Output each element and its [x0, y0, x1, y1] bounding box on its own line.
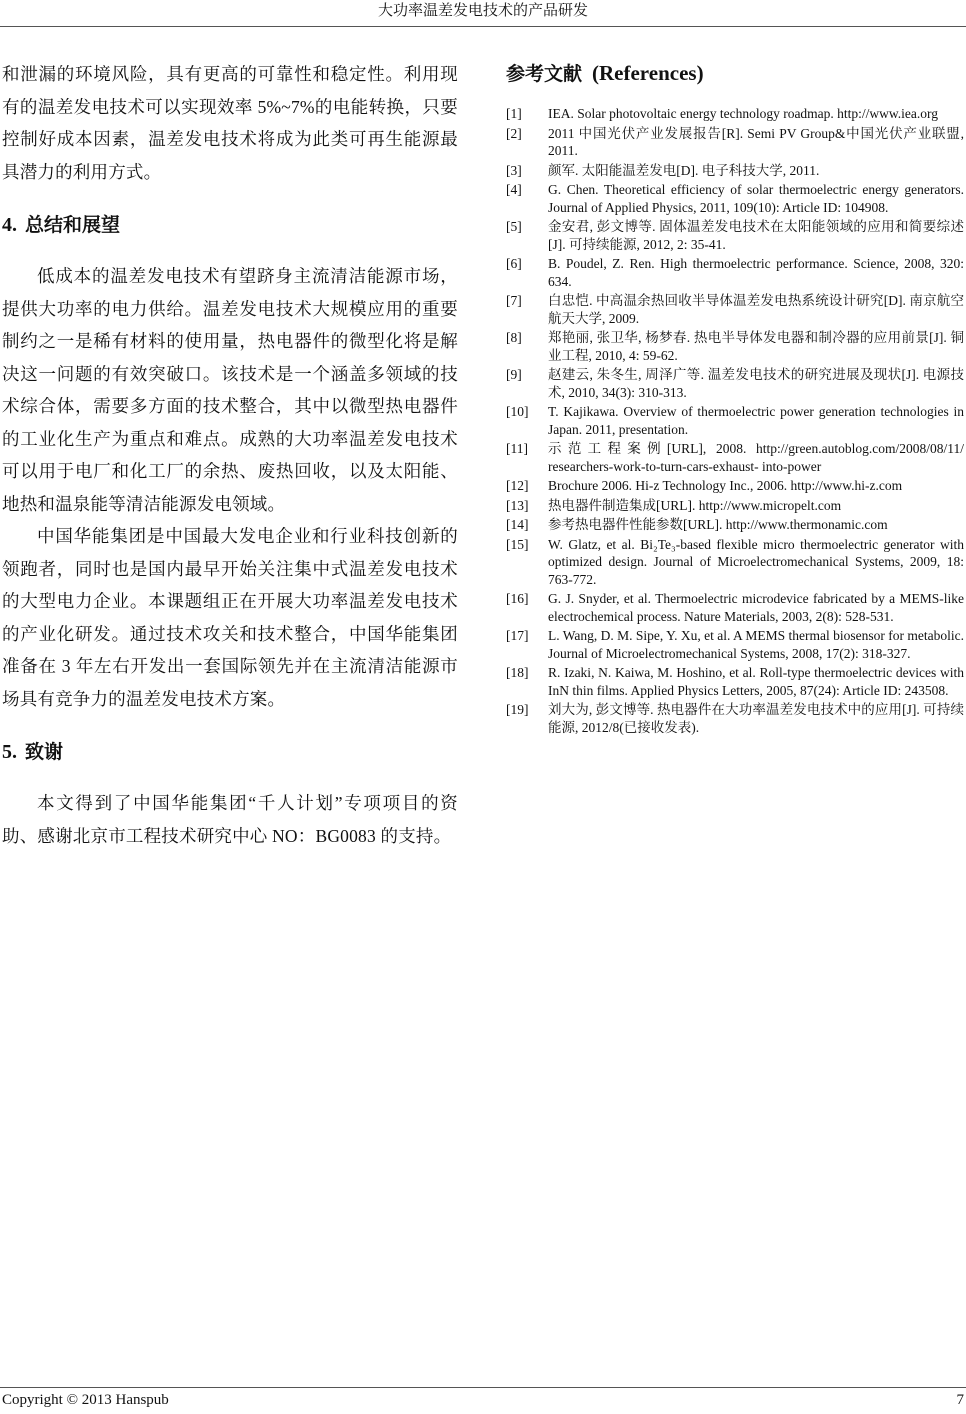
reference-text: 示范工程案例[URL], 2008. http://green.autoblog.com/2008/08/11/ researchers-work-to-turn-cars-exhaust- into-power: [548, 441, 964, 474]
section-5-heading: [2, 739, 458, 765]
reference-text: G. Chen. Theoretical efficiency of solar thermoelectric energy generators. Journal of Applied Physics, 2011, 109(10): Article ID: 104908.: [548, 182, 964, 215]
reference-text: 白忠恺. 中高温余热回收半导体温差发电热系统设计研究[D]. 南京航空航天大学, 2009.: [548, 293, 964, 326]
copyright-text: Copyright © 2013 Hanspub: [2, 1392, 169, 1408]
reference-text: G. J. Snyder, et al. Thermoelectric microdevice fabricated by a MEMS-like electrochemical process. Nature Materials, 2003, 2(8): 528-531.: [548, 591, 964, 624]
reference-text: 金安君, 彭文博等. 固体温差发电技术在太阳能领域的应用和简要综述[J]. 可持续能源, 2012, 2: 35-41.: [548, 219, 964, 252]
reference-number: [17]: [506, 628, 529, 643]
reference-item: [506, 497, 964, 515]
reference-number: [7]: [506, 293, 522, 308]
section-4-number: 4.: [2, 214, 17, 236]
reference-number: [13]: [506, 497, 529, 513]
reference-item: [506, 125, 964, 160]
references-title-cn: 参考文献: [506, 63, 583, 85]
reference-item: [506, 440, 964, 475]
reference-item: [506, 477, 964, 495]
reference-text: L. Wang, D. M. Sipe, Y. Xu, et al. A MEMS thermal biosensor for metabolic. Journal of Microelectromechanical Systems, 2008, 17(2): 318-327.: [548, 628, 964, 661]
intro-paragraph: 和泄漏的环境风险，具有更高的可靠性和稳定性。利用现有的温差发电技术可以实现效率 5%~7%的电能转换，只要控制好成本因素，温差发电技术将成为此类可再生能源最具潜力的利用方式。: [2, 64, 458, 182]
reference-item: [506, 664, 964, 699]
reference-text: W. Glatz, et al. Bi₂Te₃-based flexible micro thermoelectric generator with optimized design. Journal of Microelectromechanical Systems, 2009, 18: 763-772.: [548, 536, 964, 587]
reference-text: R. Izaki, N. Kaiwa, M. Hoshino, et al. Roll-type thermoelectric devices with InN thin films. Applied Physics Letters, 2005, 87(24): Article ID: 243508.: [548, 665, 964, 698]
section-5-title: 致谢: [25, 741, 64, 763]
reference-item: [506, 627, 964, 662]
section-5-number: 5.: [2, 741, 17, 763]
reference-item: [506, 590, 964, 625]
right-column: [506, 58, 964, 738]
reference-item: [506, 181, 964, 216]
reference-text: 刘大为, 彭文博等. 热电器件在大功率温差发电技术中的应用[J]. 可持续能源, 2012/8(已接收发表).: [548, 702, 964, 735]
reference-number: [18]: [506, 665, 529, 680]
reference-number: [19]: [506, 702, 529, 717]
reference-item: [506, 329, 964, 364]
reference-item: [506, 218, 964, 253]
reference-item: [506, 366, 964, 401]
reference-number: [4]: [506, 182, 522, 197]
reference-item: [506, 536, 964, 589]
section-4-paragraph: 低成本的温差发电技术有望跻身主流清洁能源市场，提供大功率的电力供给。温差发电技术大规模应用的重要制约之一是稀有材料的使用量，热电器件的微型化将是解决这一问题的有效突破口。该技术是一个涵盖多领域的技术综合体，需要多方面的技术整合，其中以微型热电器件的工业化生产为重点和难点。成熟的大功率温差发电技术可以用于电厂和化工厂的余热、废热回收，以及太阳能、地热和温泉能等清洁能源发电领域。: [2, 266, 458, 514]
reference-text: 颜军. 太阳能温差发电[D]. 电子科技大学, 2011.: [548, 162, 820, 178]
reference-number: [8]: [506, 330, 522, 345]
reference-item: [506, 701, 964, 736]
reference-text: 郑艳丽, 张卫华, 杨梦春. 热电半导体发电器和制冷器的应用前景[J]. 铜业工程, 2010, 4: 59-62.: [548, 330, 964, 363]
reference-number: [1]: [506, 106, 522, 121]
reference-list: [506, 105, 964, 736]
reference-number: [10]: [506, 404, 529, 419]
reference-number: [3]: [506, 162, 522, 178]
acknowledgement-paragraph: 本文得到了中国华能集团“千人计划”专项项目的资助、感谢北京市工程技术研究中心 NO：BG0083 的支持。: [2, 793, 458, 846]
references-heading: [506, 58, 964, 89]
running-header: [0, 0, 966, 27]
reference-text: 2011 中国光伏产业发展报告[R]. Semi PV Group&中国光伏产业联盟, 2011.: [548, 125, 964, 158]
reference-number: [12]: [506, 478, 529, 493]
reference-number: [14]: [506, 517, 529, 532]
reference-number: [16]: [506, 591, 529, 606]
running-footer: [0, 1387, 966, 1414]
reference-item: [506, 162, 964, 180]
reference-text: 赵建云, 朱冬生, 周泽广等. 温差发电技术的研究进展及现状[J]. 电源技术, 2010, 34(3): 310-313.: [548, 367, 964, 400]
reference-item: [506, 255, 964, 290]
reference-text: 参考热电器件性能参数[URL]. http://www.thermonamic.com: [548, 517, 888, 532]
reference-number: [11]: [506, 441, 528, 456]
reference-text: Brochure 2006. Hi-z Technology Inc., 2006. http://www.hi-z.com: [548, 478, 903, 493]
left-column: [2, 58, 458, 852]
reference-item: [506, 105, 964, 123]
reference-number: [5]: [506, 219, 522, 234]
reference-item: [506, 516, 964, 534]
reference-text: T. Kajikawa. Overview of thermoelectric power generation technologies in Japan. 2011, presentation.: [548, 404, 964, 437]
section-4-paragraph: 中国华能集团是中国最大发电企业和行业科技创新的领跑者，同时也是国内最早开始关注集中式温差发电技术的大型电力企业。本课题组正在开展大功率温差发电技术的产业化研发。通过技术攻关和技术整合，中国华能集团准备在 3 年左右开发出一套国际领先并在主流清洁能源市场具有竞争力的温差发电技术方案。: [2, 526, 458, 709]
reference-number: [6]: [506, 256, 522, 271]
reference-text: 热电器件制造集成[URL]. http://www.micropelt.com: [548, 497, 842, 513]
reference-number: [15]: [506, 536, 529, 552]
section-4-title: 总结和展望: [25, 214, 121, 236]
reference-item: [506, 292, 964, 327]
page-number: 7: [956, 1392, 964, 1408]
reference-number: [9]: [506, 367, 522, 382]
reference-item: [506, 403, 964, 438]
reference-number: [2]: [506, 125, 522, 141]
reference-text: B. Poudel, Z. Ren. High thermoelectric performance. Science, 2008, 320: 634.: [548, 256, 964, 289]
references-title-en: (References): [592, 61, 704, 85]
header-title: 大功率温差发电技术的产品研发: [377, 3, 588, 19]
section-4-heading: [2, 212, 458, 238]
reference-text: IEA. Solar photovoltaic energy technology roadmap. http://www.iea.org: [548, 106, 939, 121]
